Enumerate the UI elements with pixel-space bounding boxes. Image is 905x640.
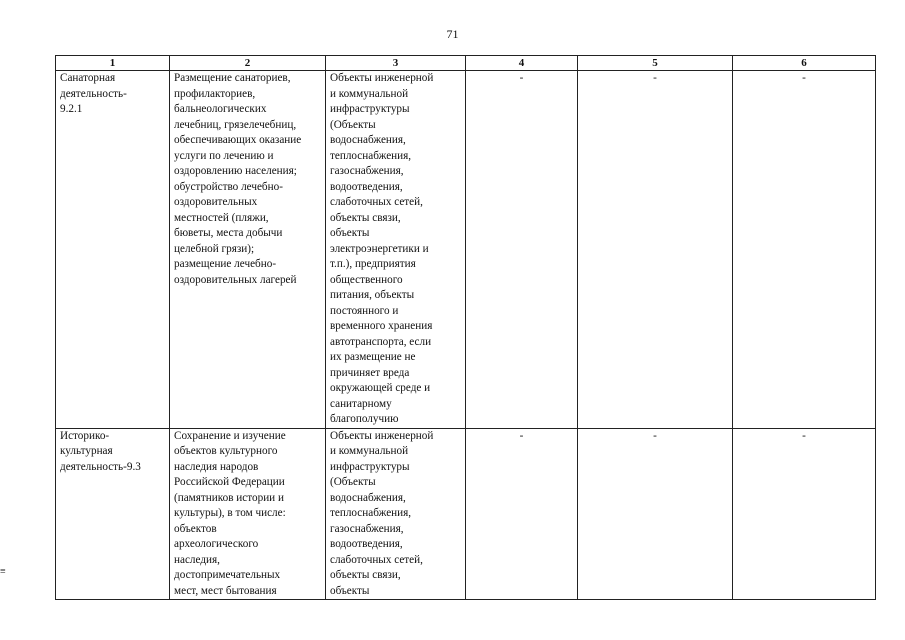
cell-description [170,428,326,600]
cell-auxiliary-uses [326,71,466,429]
cell-auxiliary-uses [326,428,466,600]
page-number: 71 [446,27,459,41]
cell-description [170,71,326,429]
cell-col-5: - [578,71,733,429]
table-row [56,428,876,600]
cell-text: Историко- культурная деятельность-9.3 [60,429,141,473]
cell-col-4: - [466,71,578,429]
cell-text: Объекты инженерной и коммунальной инфраструктуры (Объекты водоснабжения, теплоснабжения, газоснабжения, водоотведения, слаботочных сетей, объекты связи, объекты [330,429,434,597]
land-use-table [55,55,876,600]
cell-text: Объекты инженерной и коммунальной инфраструктуры (Объекты водоснабжения, теплоснабжения, газоснабжения, водоотведения, слаботочных сетей, объекты связи, объекты электроэнергетики и т.п.), предприятия общественного питания, объекты постоянного и временного хранения автотранспорта, если их размещение не причиняет вреда окружающей среде и санитарному благополучию [330,72,434,425]
cell-use-type [56,428,170,600]
header-col-4: 4 [466,56,578,71]
table-row [56,71,876,429]
cell-text: Размещение санаториев, профилакториев, бальнеологических лечебниц, грязелечебниц, обеспечивающих оказание услуги по лечению и оздоровлению населения; обустройство лечебно- оздоровительных местностей (пляжи, бюветы, места добычи целебной грязи); размещение лечебно- оздоровительных лагерей [174,72,302,286]
header-col-3: 3 [326,56,466,71]
cell-col-4: - [466,428,578,600]
margin-mark: ≡ [0,566,6,577]
table-header-row [56,56,876,71]
cell-col-6: - [733,428,876,600]
header-col-1: 1 [56,56,170,71]
cell-text: Сохранение и изучение объектов культурного наследия народов Российской Федерации (памятников истории и культуры), в том числе: объектов археологического наследия, достопримечательных мест, мест бытования [174,429,286,597]
header-col-5: 5 [578,56,733,71]
cell-text: Санаторная деятельность- 9.2.1 [60,72,127,115]
header-col-2: 2 [170,56,326,71]
cell-use-type [56,71,170,429]
header-col-6: 6 [733,56,876,71]
cell-col-6: - [733,71,876,429]
cell-col-5: - [578,428,733,600]
